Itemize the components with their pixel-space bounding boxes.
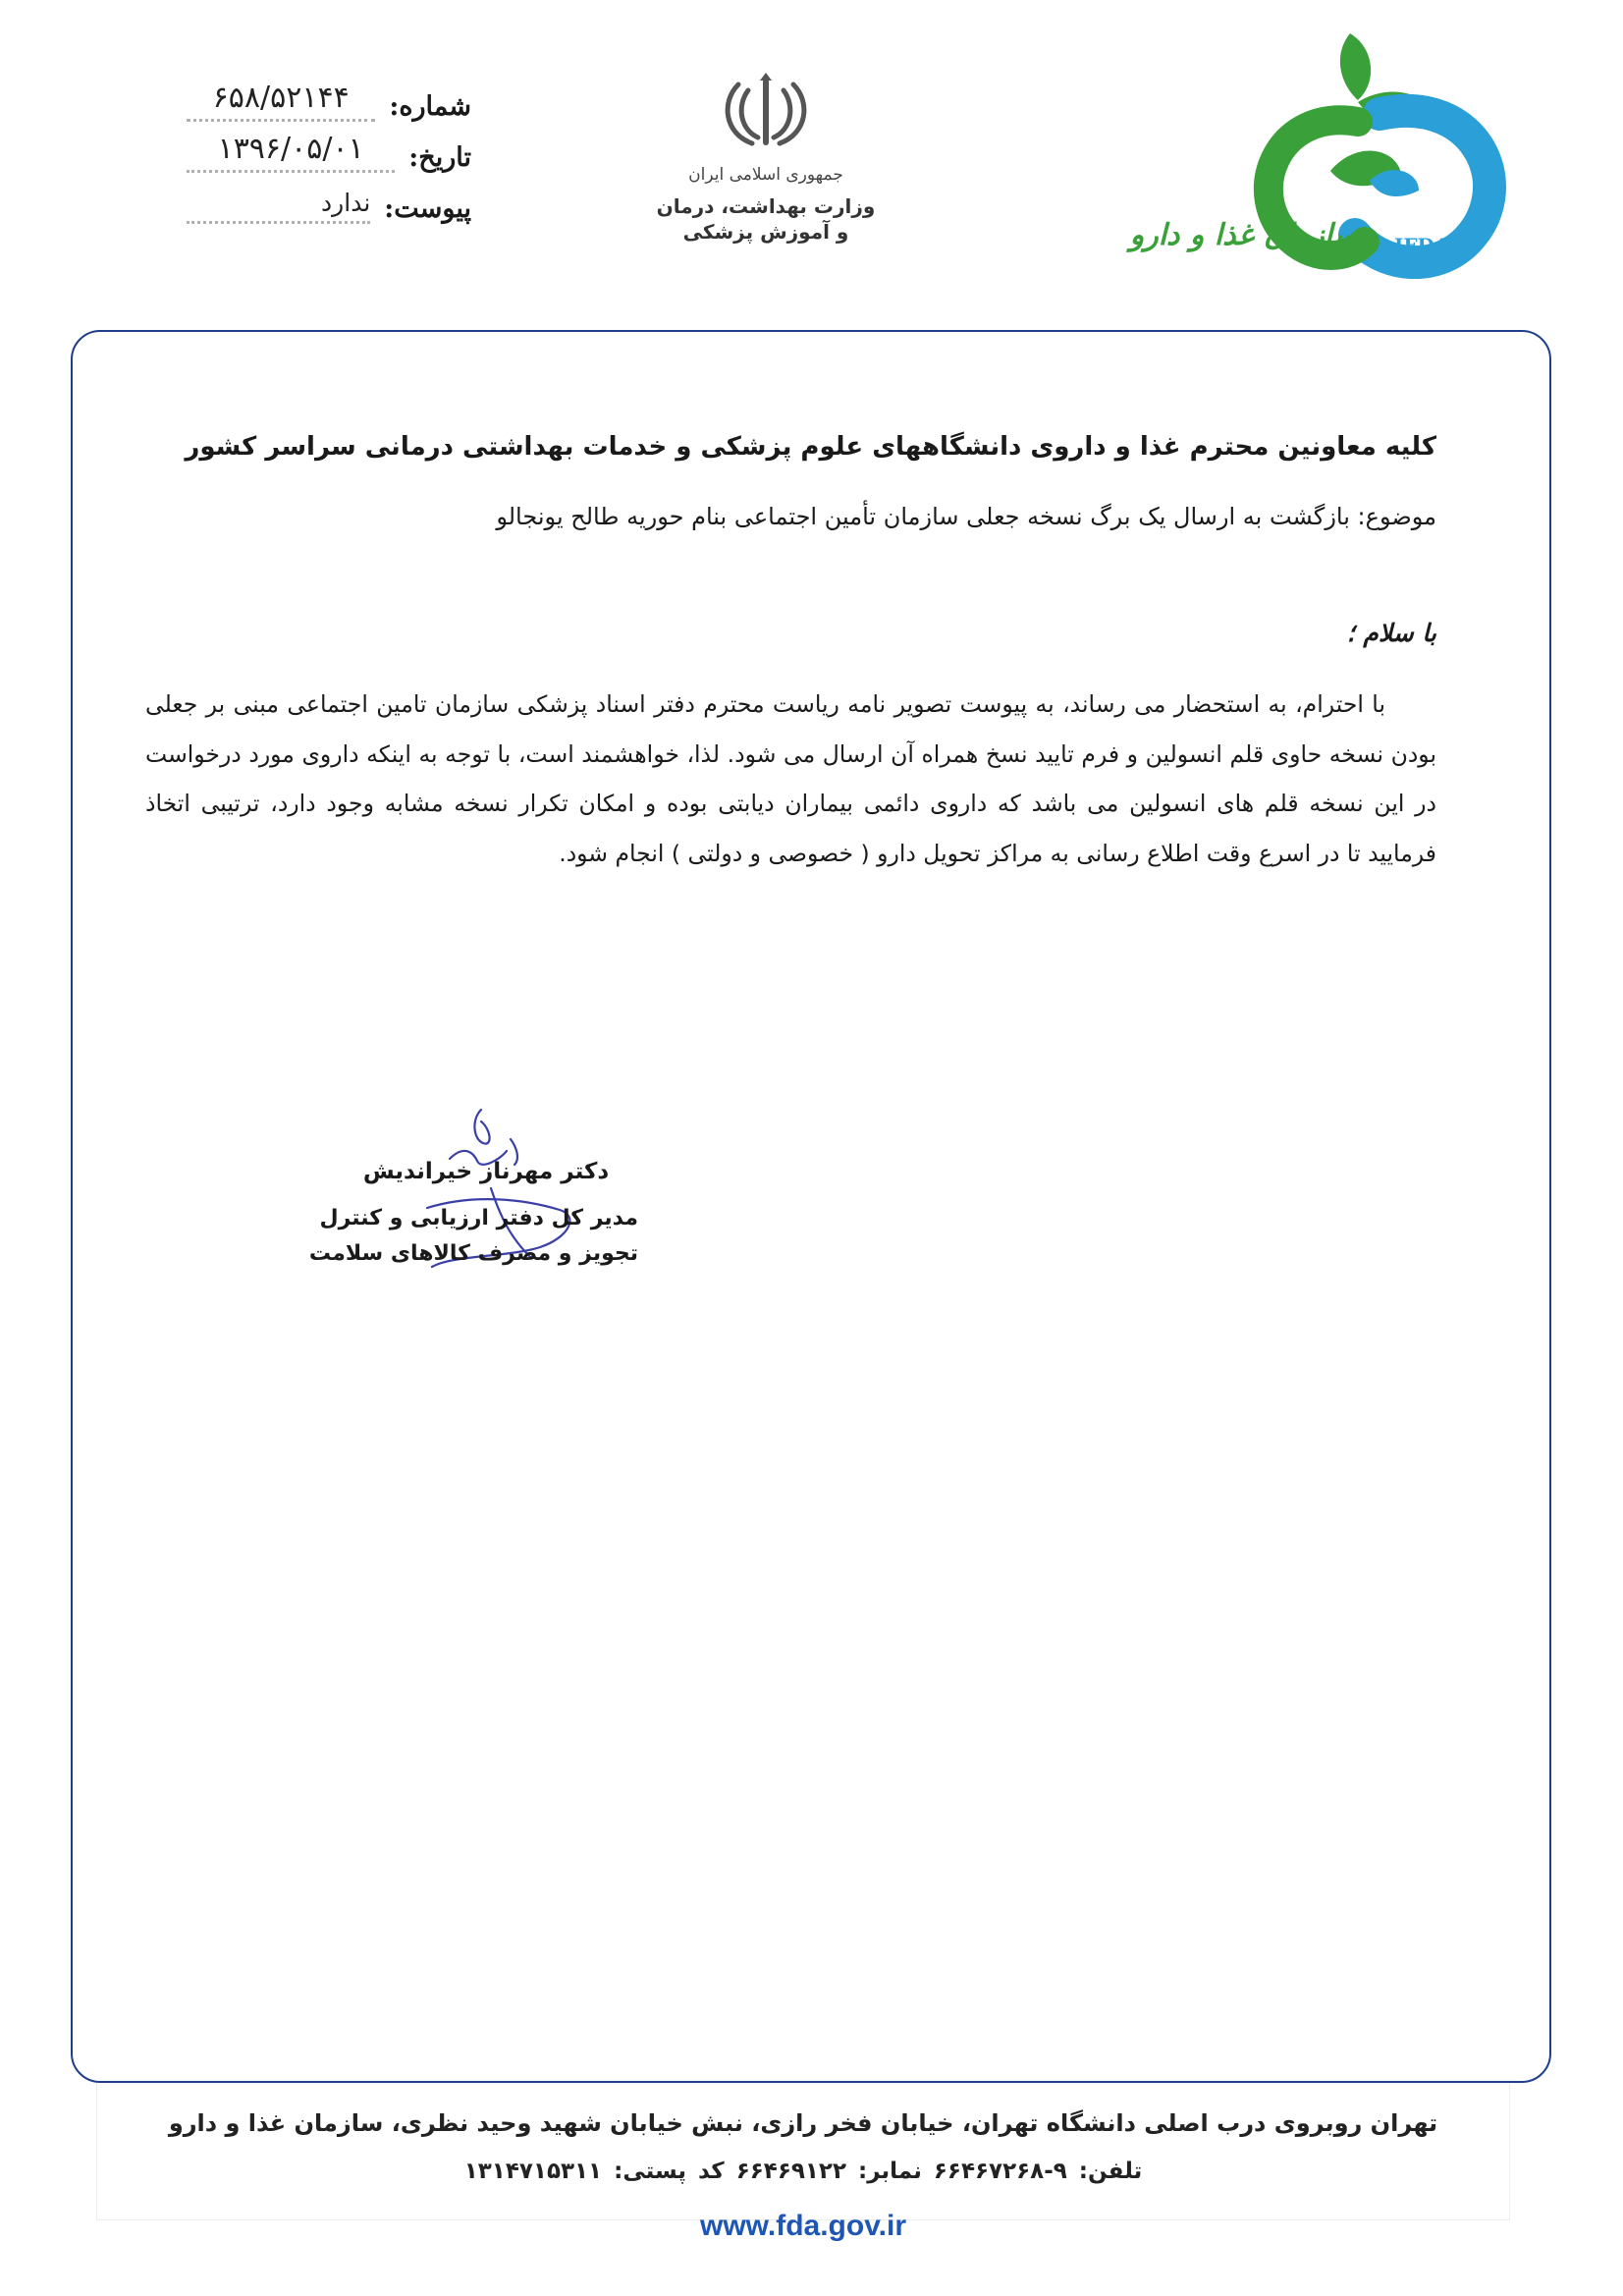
letter-greeting: با سلام ؛ — [1346, 619, 1436, 647]
letter-number-row — [187, 71, 471, 122]
ifda-abbreviation: IFDA — [1394, 234, 1450, 257]
ifda-logo-text: سازمان غذا و دارو — [1129, 218, 1358, 252]
ministry-name-line1: وزارت بهداشت، درمان — [656, 194, 876, 218]
iran-emblem-icon — [717, 73, 815, 151]
ministry-emblem-block — [653, 73, 879, 244]
signature-block — [308, 1139, 638, 1286]
letter-attachment-value: ندارد — [187, 189, 370, 224]
letter-recipient: کلیه معاونین محترم غذا و داروی دانشگاههای علوم پزشکی و خدمات بهداشتی درمانی سراسر کشور — [185, 432, 1436, 462]
signatory-name: دکتر مهرناز خیراندیش — [362, 1159, 610, 1184]
letter-date-label: تاریخ: — [408, 142, 471, 173]
letter-body: با احترام، به استحضار می رساند، به پیوست تصویر نامه ریاست محترم دفتر اسناد پزشکی سازمان تامین اجتماعی مبنی بر جعلی بودن نسخه حاوی قلم انسولین و فرم تایید نسخ همراه آن ارسال می شود. لذا، خواهشمند است، با توجه به اینکه داروی مورد درخواست در این نسخه قلم های انسولین می باشد که داروی دائمی بیماران دیابتی بوده و امکان تکرار نسخه مشابه وجود دارد، ترتیبی اتخاذ فرمایید تا در اسرع وقت اطلاع رسانی به مراکز تحویل دارو ( خصوصی و دولتی ) انجام شود. — [145, 690, 1436, 867]
letter-subject: موضوع: بازگشت به ارسال یک برگ نسخه جعلی سازمان تأمین اجتماعی بنام حوریه طالح یونجالو — [496, 503, 1436, 530]
footer-contact-numbers: تلفن: ۹-۶۶۴۶۷۲۶۸ نمابر: ۶۶۴۶۹۱۲۲ کد پستی: ۱۳۱۴۷۱۵۳۱۱ — [463, 2159, 1143, 2184]
letter-attachment-row — [187, 173, 471, 224]
letter-number-label: شماره: — [389, 91, 471, 122]
letter-number-value: ۶۵۸/۵۲۱۴۴ — [187, 81, 375, 122]
country-name: جمهوری اسلامی ایران — [688, 165, 843, 185]
letter-content-frame — [71, 330, 1551, 2083]
footer-website-link[interactable]: www.fda.gov.ir — [699, 2210, 906, 2242]
letter-date-row — [187, 122, 471, 173]
footer-address: تهران روبروی درب اصلی دانشگاه تهران، خیابان فخر رازی، نبش خیابان شهید وحید نظری، سازمان غذا و دارو — [168, 2109, 1438, 2137]
letter-attachment-label: پیوست: — [384, 193, 471, 224]
letter-date-value: ۱۳۹۶/۰۵/۰۱ — [187, 132, 395, 173]
letter-meta — [187, 71, 471, 224]
signatory-title-line2: تجویز و مصرف کالاهای سلامت — [308, 1241, 638, 1266]
signatory-title-line1: مدیر کل دفتر ارزیابی و کنترل — [319, 1206, 638, 1230]
ministry-name-line2: و آموزش پزشکی — [682, 220, 849, 244]
footer-box — [96, 2083, 1510, 2220]
